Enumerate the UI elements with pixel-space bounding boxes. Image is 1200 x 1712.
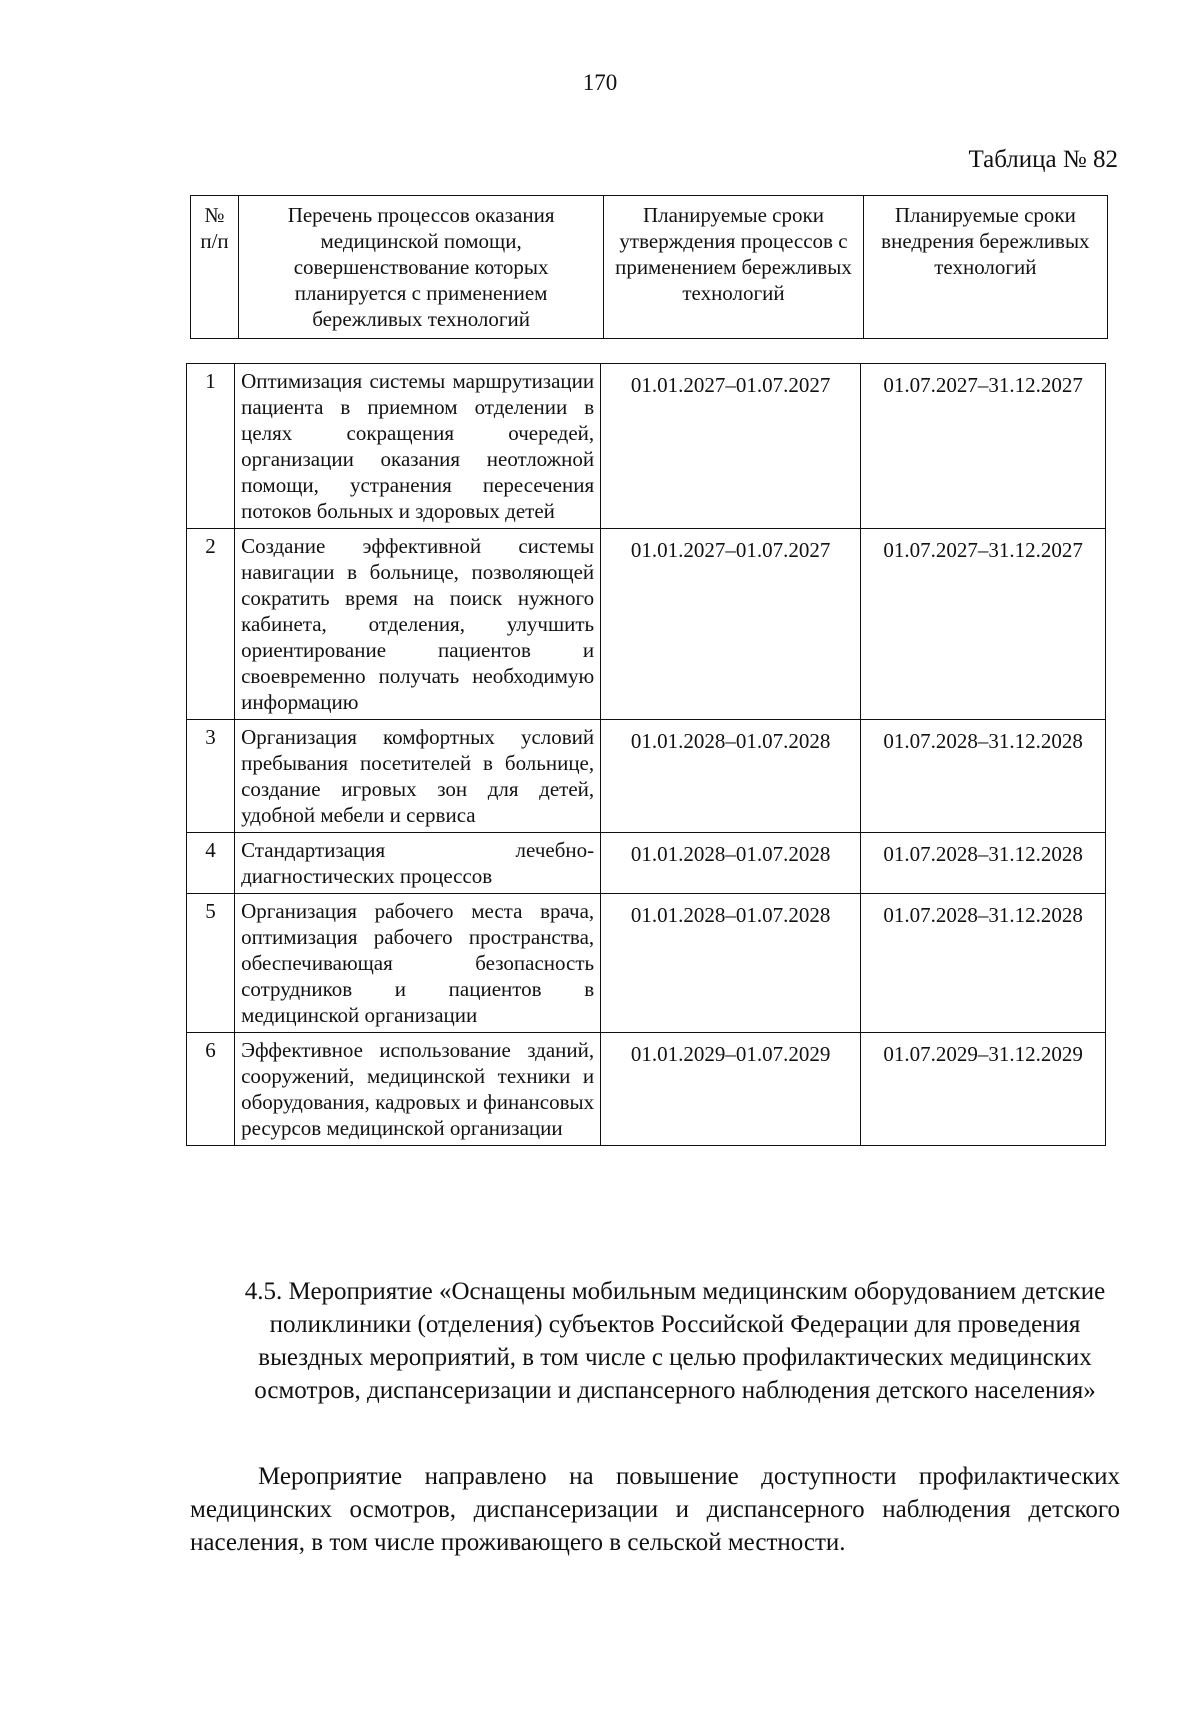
table-body (186, 363, 1106, 1146)
table-row (187, 364, 1106, 529)
table-header-row (191, 196, 1108, 339)
row-process: Организация комфортных условий пребывания посетителей в больнице, создание игровых зон для детей, удобной мебели и сервиса (235, 720, 601, 833)
row-implementation-dates: 01.07.2027–31.12.2027 (861, 529, 1106, 720)
row-approval-dates: 01.01.2029–01.07.2029 (601, 1033, 861, 1146)
row-number: 5 (187, 894, 235, 1033)
table-row (187, 833, 1106, 894)
row-implementation-dates: 01.07.2029–31.12.2029 (861, 1033, 1106, 1146)
table-row (187, 1033, 1106, 1146)
row-implementation-dates: 01.07.2028–31.12.2028 (861, 720, 1106, 833)
row-approval-dates: 01.01.2028–01.07.2028 (601, 833, 861, 894)
body-paragraph: Мероприятие направлено на повышение доступности профилактических медицинских осмотров, диспансеризации и диспансерного наблюдения детского населения, в том числе проживающего в сельской местности. (190, 1463, 1120, 1556)
table-caption: Таблица № 82 (968, 146, 1118, 173)
row-approval-dates: 01.01.2028–01.07.2028 (601, 894, 861, 1033)
table-row (187, 720, 1106, 833)
row-number: 2 (187, 529, 235, 720)
header-number: № п/п (191, 196, 239, 339)
table-header (190, 195, 1108, 339)
header-process: Перечень процессов оказания медицинской помощи, совершенствование которых планируется с применением бережливых технологий (238, 196, 603, 339)
row-process: Стандартизация лечебно-диагностических процессов (235, 833, 601, 894)
row-approval-dates: 01.01.2027–01.07.2027 (601, 529, 861, 720)
row-approval-dates: 01.01.2027–01.07.2027 (601, 364, 861, 529)
row-implementation-dates: 01.07.2028–31.12.2028 (861, 894, 1106, 1033)
row-process: Эффективное использование зданий, сооружений, медицинской техники и оборудования, кадровых и финансовых ресурсов медицинской организации (235, 1033, 601, 1146)
row-number: 1 (187, 364, 235, 529)
row-number: 6 (187, 1033, 235, 1146)
table-row (187, 894, 1106, 1033)
header-approval-dates: Планируемые сроки утверждения процессов с применением бережливых технологий (604, 196, 864, 339)
table-row (187, 529, 1106, 720)
row-process: Создание эффективной системы навигации в больнице, позволяющей сократить время на поиск нужного кабинета, отделения, улучшить ориентирование пациентов и своевременно получать необходимую информацию (235, 529, 601, 720)
header-implementation-dates: Планируемые сроки внедрения бережливых технологий (863, 196, 1107, 339)
row-process: Оптимизация системы маршрутизации пациента в приемном отделении в целях сокращения очередей, организации оказания неотложной помощи, устранения пересечения потоков больных и здоровых детей (235, 364, 601, 529)
row-approval-dates: 01.01.2028–01.07.2028 (601, 720, 861, 833)
row-process: Организация рабочего места врача, оптимизация рабочего пространства, обеспечивающая безопасность сотрудников и пациентов в медицинской организации (235, 894, 601, 1033)
row-number: 3 (187, 720, 235, 833)
row-implementation-dates: 01.07.2028–31.12.2028 (861, 833, 1106, 894)
section-title: 4.5. Мероприятие «Оснащены мобильным медицинским оборудованием детские поликлиники (отделения) субъектов Российской Федерации для проведения выездных мероприятий, в том числе с целью профилактических медицинских осмотров, диспансеризации и диспансерного наблюдения детского населения» (244, 1278, 1106, 1404)
row-implementation-dates: 01.07.2027–31.12.2027 (861, 364, 1106, 529)
page-number: 170 (582, 70, 618, 95)
row-number: 4 (187, 833, 235, 894)
